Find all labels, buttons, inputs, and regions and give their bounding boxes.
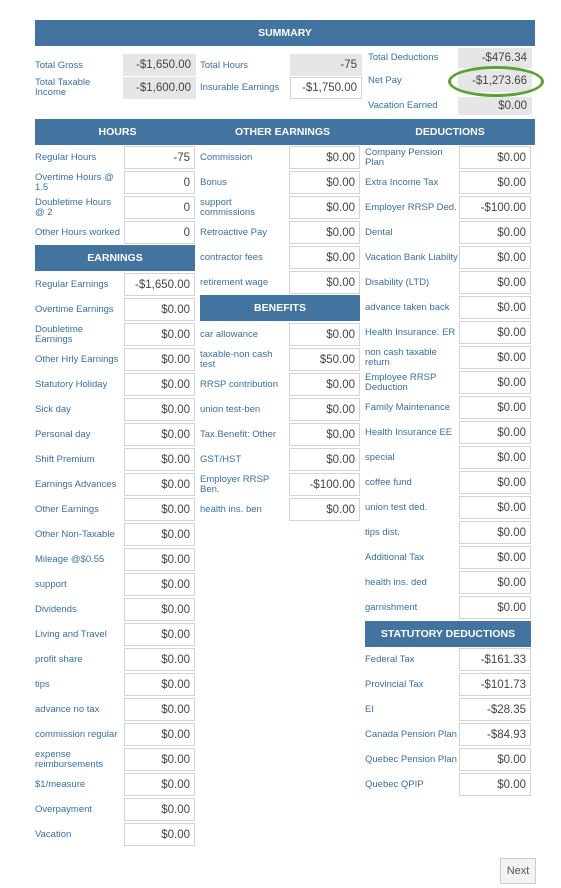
earnings-row-input[interactable]: $0.00 — [124, 573, 195, 596]
deductions-row-input[interactable]: $0.00 — [459, 296, 531, 319]
statutory-row-value: -$101.73 — [459, 673, 531, 696]
earnings-row-label: Dividends — [35, 603, 77, 615]
earnings-row-label: Shift Premium — [35, 453, 95, 465]
benefits-row-label: car allowance — [200, 328, 259, 340]
deductions-row-label: Health Insurance. ER — [365, 326, 456, 338]
benefits-row — [200, 447, 361, 472]
total-gross-label: Total Gross — [35, 59, 84, 71]
earnings-row-label: Living and Travel — [35, 628, 107, 640]
hours-row — [35, 145, 196, 170]
earnings-row-input[interactable]: $0.00 — [124, 473, 195, 496]
deductions-row-input[interactable]: $0.00 — [459, 421, 531, 444]
deductions-row-label: tips dist. — [365, 526, 400, 538]
earnings-row — [35, 472, 196, 497]
deductions-row-label: Employee RRSP Deduction — [365, 371, 437, 393]
benefits-row — [200, 497, 361, 522]
statutory-row-label: Quebec QPIP — [365, 778, 424, 790]
earnings-row-label: tips — [35, 678, 50, 690]
deductions-row-input[interactable]: $0.00 — [459, 446, 531, 469]
net-pay-label: Net Pay — [368, 75, 402, 86]
hours-row-label: Doubletime Hours @ 2 — [35, 196, 112, 218]
statutory-row-value: $0.00 — [459, 773, 531, 796]
earnings-row-label: Other Non-Taxable — [35, 528, 115, 540]
earnings-row-label: support — [35, 578, 67, 590]
deductions-row — [365, 595, 532, 620]
earnings-row-label: Sick day — [35, 403, 71, 415]
earnings-row — [35, 397, 196, 422]
deductions-row — [365, 345, 532, 370]
earnings-row — [35, 747, 196, 772]
earnings-row-label: commission regular — [35, 728, 118, 740]
benefits-row-input[interactable]: $0.00 — [289, 398, 360, 421]
benefits-row-input[interactable]: $0.00 — [289, 423, 360, 446]
earnings-row — [35, 297, 196, 322]
benefits-row-input[interactable]: $50.00 — [289, 348, 360, 371]
benefits-row — [200, 422, 361, 447]
statutory-row — [365, 772, 532, 797]
deductions-row-input[interactable]: $0.00 — [459, 246, 531, 269]
hours-row-input[interactable]: 0 — [124, 171, 195, 194]
benefits-row-input[interactable]: $0.00 — [289, 323, 360, 346]
deductions-row — [365, 545, 532, 570]
hours-row — [35, 170, 196, 195]
benefits-row-label: taxable-non cash test — [200, 348, 273, 370]
earnings-row-input[interactable]: $0.00 — [124, 323, 195, 346]
deductions-row — [365, 145, 532, 170]
total-deductions-value: -$476.34 — [458, 48, 532, 68]
hours-row-input[interactable]: 0 — [124, 221, 195, 244]
net-pay-highlight-circle — [448, 66, 544, 97]
benefits-row-input[interactable]: $0.00 — [289, 448, 360, 471]
statutory-row — [365, 747, 532, 772]
earnings-row-input[interactable]: $0.00 — [124, 798, 195, 821]
earnings-row — [35, 547, 196, 572]
earnings-list — [35, 272, 196, 847]
other-earnings-row-input[interactable]: $0.00 — [289, 271, 360, 294]
earnings-row-label: Other Hrly Earnings — [35, 353, 119, 365]
summary-header: SUMMARY — [35, 20, 535, 46]
statutory-row — [365, 672, 532, 697]
insurable-earnings-value: -$1,750.00 — [290, 77, 362, 99]
benefits-row — [200, 397, 361, 422]
deductions-header: DEDUCTIONS — [365, 119, 535, 145]
benefits-row-input[interactable]: $0.00 — [289, 373, 360, 396]
earnings-row — [35, 522, 196, 547]
deductions-row — [365, 320, 532, 345]
statutory-row-label: Federal Tax — [365, 653, 415, 665]
deductions-row-label: Extra Income Tax — [365, 176, 439, 188]
total-taxable-value: -$1,600.00 — [123, 77, 196, 99]
earnings-row — [35, 697, 196, 722]
statutory-row-value: $0.00 — [459, 748, 531, 771]
deductions-row — [365, 370, 532, 395]
earnings-row-label: Vacation — [35, 828, 72, 840]
deductions-row-label: Employer RRSP Ded. — [365, 201, 457, 213]
deductions-row-input[interactable]: $0.00 — [459, 596, 531, 619]
deductions-row-input[interactable]: -$100.00 — [459, 196, 531, 219]
deductions-row — [365, 470, 532, 495]
earnings-row-input[interactable]: $0.00 — [124, 398, 195, 421]
deductions-row — [365, 220, 532, 245]
other-earnings-row-label: support commissions — [200, 196, 255, 218]
earnings-row-input[interactable]: $0.00 — [124, 773, 195, 796]
earnings-row-input[interactable]: $0.00 — [124, 448, 195, 471]
other-earnings-header: OTHER EARNINGS — [200, 119, 365, 145]
earnings-row-input[interactable]: $0.00 — [124, 373, 195, 396]
earnings-row-label: Doubletime Earnings — [35, 323, 84, 345]
earnings-row — [35, 272, 196, 297]
benefits-row — [200, 372, 361, 397]
deductions-row — [365, 495, 532, 520]
earnings-row-input[interactable]: $0.00 — [124, 498, 195, 521]
statutory-row-label: EI — [365, 703, 374, 715]
earnings-row-label: Other Earnings — [35, 503, 99, 515]
earnings-row-input[interactable]: $0.00 — [124, 523, 195, 546]
statutory-row — [365, 697, 532, 722]
benefits-row-label: RRSP contribution — [200, 378, 278, 390]
deductions-row-label: special — [365, 451, 395, 463]
earnings-row — [35, 772, 196, 797]
other-earnings-row-label: Bonus — [200, 176, 227, 188]
earnings-row — [35, 422, 196, 447]
earnings-row-label: profit share — [35, 653, 83, 665]
deductions-row-label: health ins. ded — [365, 576, 427, 588]
earnings-row-label: Mileage @$0.55 — [35, 553, 105, 565]
total-hours-label: Total Hours — [200, 59, 249, 71]
deductions-row-input[interactable]: $0.00 — [459, 346, 531, 369]
earnings-row-input[interactable]: $0.00 — [124, 823, 195, 846]
benefits-row-label: union test-ben — [200, 403, 261, 415]
deductions-row-label: Dental — [365, 226, 393, 238]
earnings-row-label: Earnings Advances — [35, 478, 117, 490]
earnings-row-input[interactable]: $0.00 — [124, 348, 195, 371]
deductions-row-label: Company Pension Plan — [365, 146, 443, 168]
statutory-row — [365, 722, 532, 747]
earnings-header: EARNINGS — [35, 245, 195, 271]
statutory-row-label: Canada Pension Plan — [365, 728, 457, 740]
deductions-row-input[interactable]: $0.00 — [459, 271, 531, 294]
earnings-row-input[interactable]: $0.00 — [124, 673, 195, 696]
benefits-row-label: health ins. ben — [200, 503, 262, 515]
earnings-row — [35, 622, 196, 647]
other-earnings-row-label: retirement wage — [200, 276, 269, 288]
statutory-list — [365, 647, 532, 797]
other-earnings-row-label: Commission — [200, 151, 253, 163]
earnings-row — [35, 797, 196, 822]
earnings-row — [35, 822, 196, 847]
earnings-row-input[interactable]: $0.00 — [124, 648, 195, 671]
deductions-row-label: garnishment — [365, 601, 418, 613]
deductions-row-input[interactable]: $0.00 — [459, 471, 531, 494]
earnings-row — [35, 597, 196, 622]
deductions-row — [365, 570, 532, 595]
deductions-row — [365, 170, 532, 195]
deductions-row — [365, 445, 532, 470]
net-pay-value: -$1,273.66 — [458, 70, 532, 92]
benefits-row-label: Tax.Benefit: Other — [200, 428, 277, 440]
deductions-row — [365, 520, 532, 545]
other-earnings-row-input[interactable]: $0.00 — [289, 221, 360, 244]
deductions-row — [365, 195, 532, 220]
other-earnings-row-input[interactable]: $0.00 — [289, 146, 360, 169]
deductions-row-label: non cash taxable return — [365, 346, 437, 368]
deductions-row-label: Additional Tax — [365, 551, 424, 563]
other-earnings-row — [200, 270, 361, 295]
earnings-row-input[interactable]: $0.00 — [124, 298, 195, 321]
statutory-row — [365, 647, 532, 672]
earnings-row-input[interactable]: $0.00 — [124, 623, 195, 646]
earnings-row — [35, 647, 196, 672]
benefits-row — [200, 322, 361, 347]
deductions-row-label: advance taken back — [365, 301, 450, 313]
benefits-row-input[interactable]: $0.00 — [289, 498, 360, 521]
deductions-row — [365, 420, 532, 445]
earnings-row-label: $1/measure — [35, 778, 86, 790]
deductions-row-input[interactable]: $0.00 — [459, 546, 531, 569]
hours-row — [35, 220, 196, 245]
deductions-row-input[interactable]: $0.00 — [459, 171, 531, 194]
hours-row-label: Other Hours worked — [35, 226, 121, 238]
hours-header: HOURS — [35, 119, 200, 145]
statutory-row-value: -$161.33 — [459, 648, 531, 671]
deductions-row-input[interactable]: $0.00 — [459, 321, 531, 344]
benefits-header: BENEFITS — [200, 295, 360, 321]
deductions-row-input[interactable]: $0.00 — [459, 221, 531, 244]
deductions-row-input[interactable]: $0.00 — [459, 571, 531, 594]
earnings-row — [35, 572, 196, 597]
deductions-row — [365, 270, 532, 295]
earnings-row-label: Statutory Holiday — [35, 378, 108, 390]
deductions-row-input[interactable]: $0.00 — [459, 371, 531, 394]
hours-list — [35, 145, 196, 245]
earnings-row-input[interactable]: $0.00 — [124, 698, 195, 721]
other-earnings-row — [200, 245, 361, 270]
deductions-list — [365, 145, 532, 620]
other-earnings-row — [200, 170, 361, 195]
deductions-row-input[interactable]: $0.00 — [459, 496, 531, 519]
benefits-row — [200, 347, 361, 372]
other-earnings-row — [200, 220, 361, 245]
earnings-row — [35, 322, 196, 347]
hours-row-label: Overtime Hours @ 1.5 — [35, 171, 114, 193]
deductions-row — [365, 395, 532, 420]
deductions-row-input[interactable]: $0.00 — [459, 521, 531, 544]
earnings-row — [35, 372, 196, 397]
statutory-deductions-header: STATUTORY DEDUCTIONS — [365, 621, 531, 647]
vacation-earned-value: $0.00 — [458, 97, 532, 115]
earnings-row — [35, 347, 196, 372]
total-gross-value: -$1,650.00 — [123, 54, 196, 76]
deductions-row-input[interactable]: $0.00 — [459, 396, 531, 419]
earnings-row-label: Regular Earnings — [35, 278, 109, 290]
deductions-row-label: Family Maintenance — [365, 401, 451, 413]
earnings-row-label: Overpayment — [35, 803, 93, 815]
total-deductions-label: Total Deductions — [368, 51, 439, 63]
total-hours-value: -75 — [290, 54, 362, 76]
earnings-row — [35, 722, 196, 747]
deductions-row-label: Disability (LTD) — [365, 276, 430, 288]
benefits-row-label: GST/HST — [200, 453, 242, 465]
other-earnings-list — [200, 145, 361, 295]
earnings-row-input[interactable]: $0.00 — [124, 548, 195, 571]
other-earnings-row-input[interactable]: $0.00 — [289, 246, 360, 269]
deductions-row-label: Health Insurance EE — [365, 426, 453, 438]
vacation-earned-label: Vacation Earned — [368, 99, 438, 111]
other-earnings-row-input[interactable]: $0.00 — [289, 171, 360, 194]
hours-row-input[interactable]: -75 — [124, 146, 195, 169]
earnings-row — [35, 447, 196, 472]
other-earnings-row-label: Retroactive Pay — [200, 226, 268, 238]
other-earnings-row — [200, 145, 361, 170]
statutory-row-value: -$28.35 — [459, 698, 531, 721]
insurable-earnings-label: Insurable Earnings — [200, 82, 280, 93]
deductions-row-label: coffee fund — [365, 476, 412, 488]
earnings-row-label: Personal day — [35, 428, 91, 440]
statutory-row-value: -$84.93 — [459, 723, 531, 746]
earnings-row — [35, 672, 196, 697]
next-button[interactable]: Next — [500, 858, 536, 884]
earnings-row — [35, 497, 196, 522]
deductions-row-label: union test ded. — [365, 501, 428, 513]
earnings-row-label: advance no tax — [35, 703, 100, 715]
deductions-row — [365, 245, 532, 270]
statutory-row-label: Quebec Pension Plan — [365, 753, 457, 765]
benefits-list — [200, 322, 361, 522]
benefits-row-input[interactable]: -$100.00 — [289, 473, 360, 496]
hours-row-input[interactable]: 0 — [124, 196, 195, 219]
other-earnings-row — [200, 195, 361, 220]
deductions-row — [365, 295, 532, 320]
other-earnings-row-input[interactable]: $0.00 — [289, 196, 360, 219]
total-taxable-label: Total Taxable Income — [35, 77, 91, 98]
benefits-row — [200, 472, 361, 497]
earnings-row-label: Overtime Earnings — [35, 303, 114, 315]
hours-row — [35, 195, 196, 220]
earnings-row-input[interactable]: $0.00 — [124, 423, 195, 446]
earnings-row-input[interactable]: $0.00 — [124, 723, 195, 746]
deductions-row-input[interactable]: $0.00 — [459, 146, 531, 169]
earnings-row-input[interactable]: $0.00 — [124, 598, 195, 621]
other-earnings-row-label: contractor fees — [200, 251, 263, 263]
earnings-row-input[interactable]: $0.00 — [124, 748, 195, 771]
earnings-row-input[interactable]: -$1,650.00 — [124, 273, 195, 296]
benefits-row-label: Employer RRSP Ben. — [200, 473, 269, 495]
hours-row-label: Regular Hours — [35, 151, 97, 163]
deductions-row-label: Vacation Bank Liabilty — [365, 251, 458, 263]
statutory-row-label: Provincial Tax — [365, 678, 424, 690]
earnings-row-label: expense reimbursements — [35, 748, 104, 770]
